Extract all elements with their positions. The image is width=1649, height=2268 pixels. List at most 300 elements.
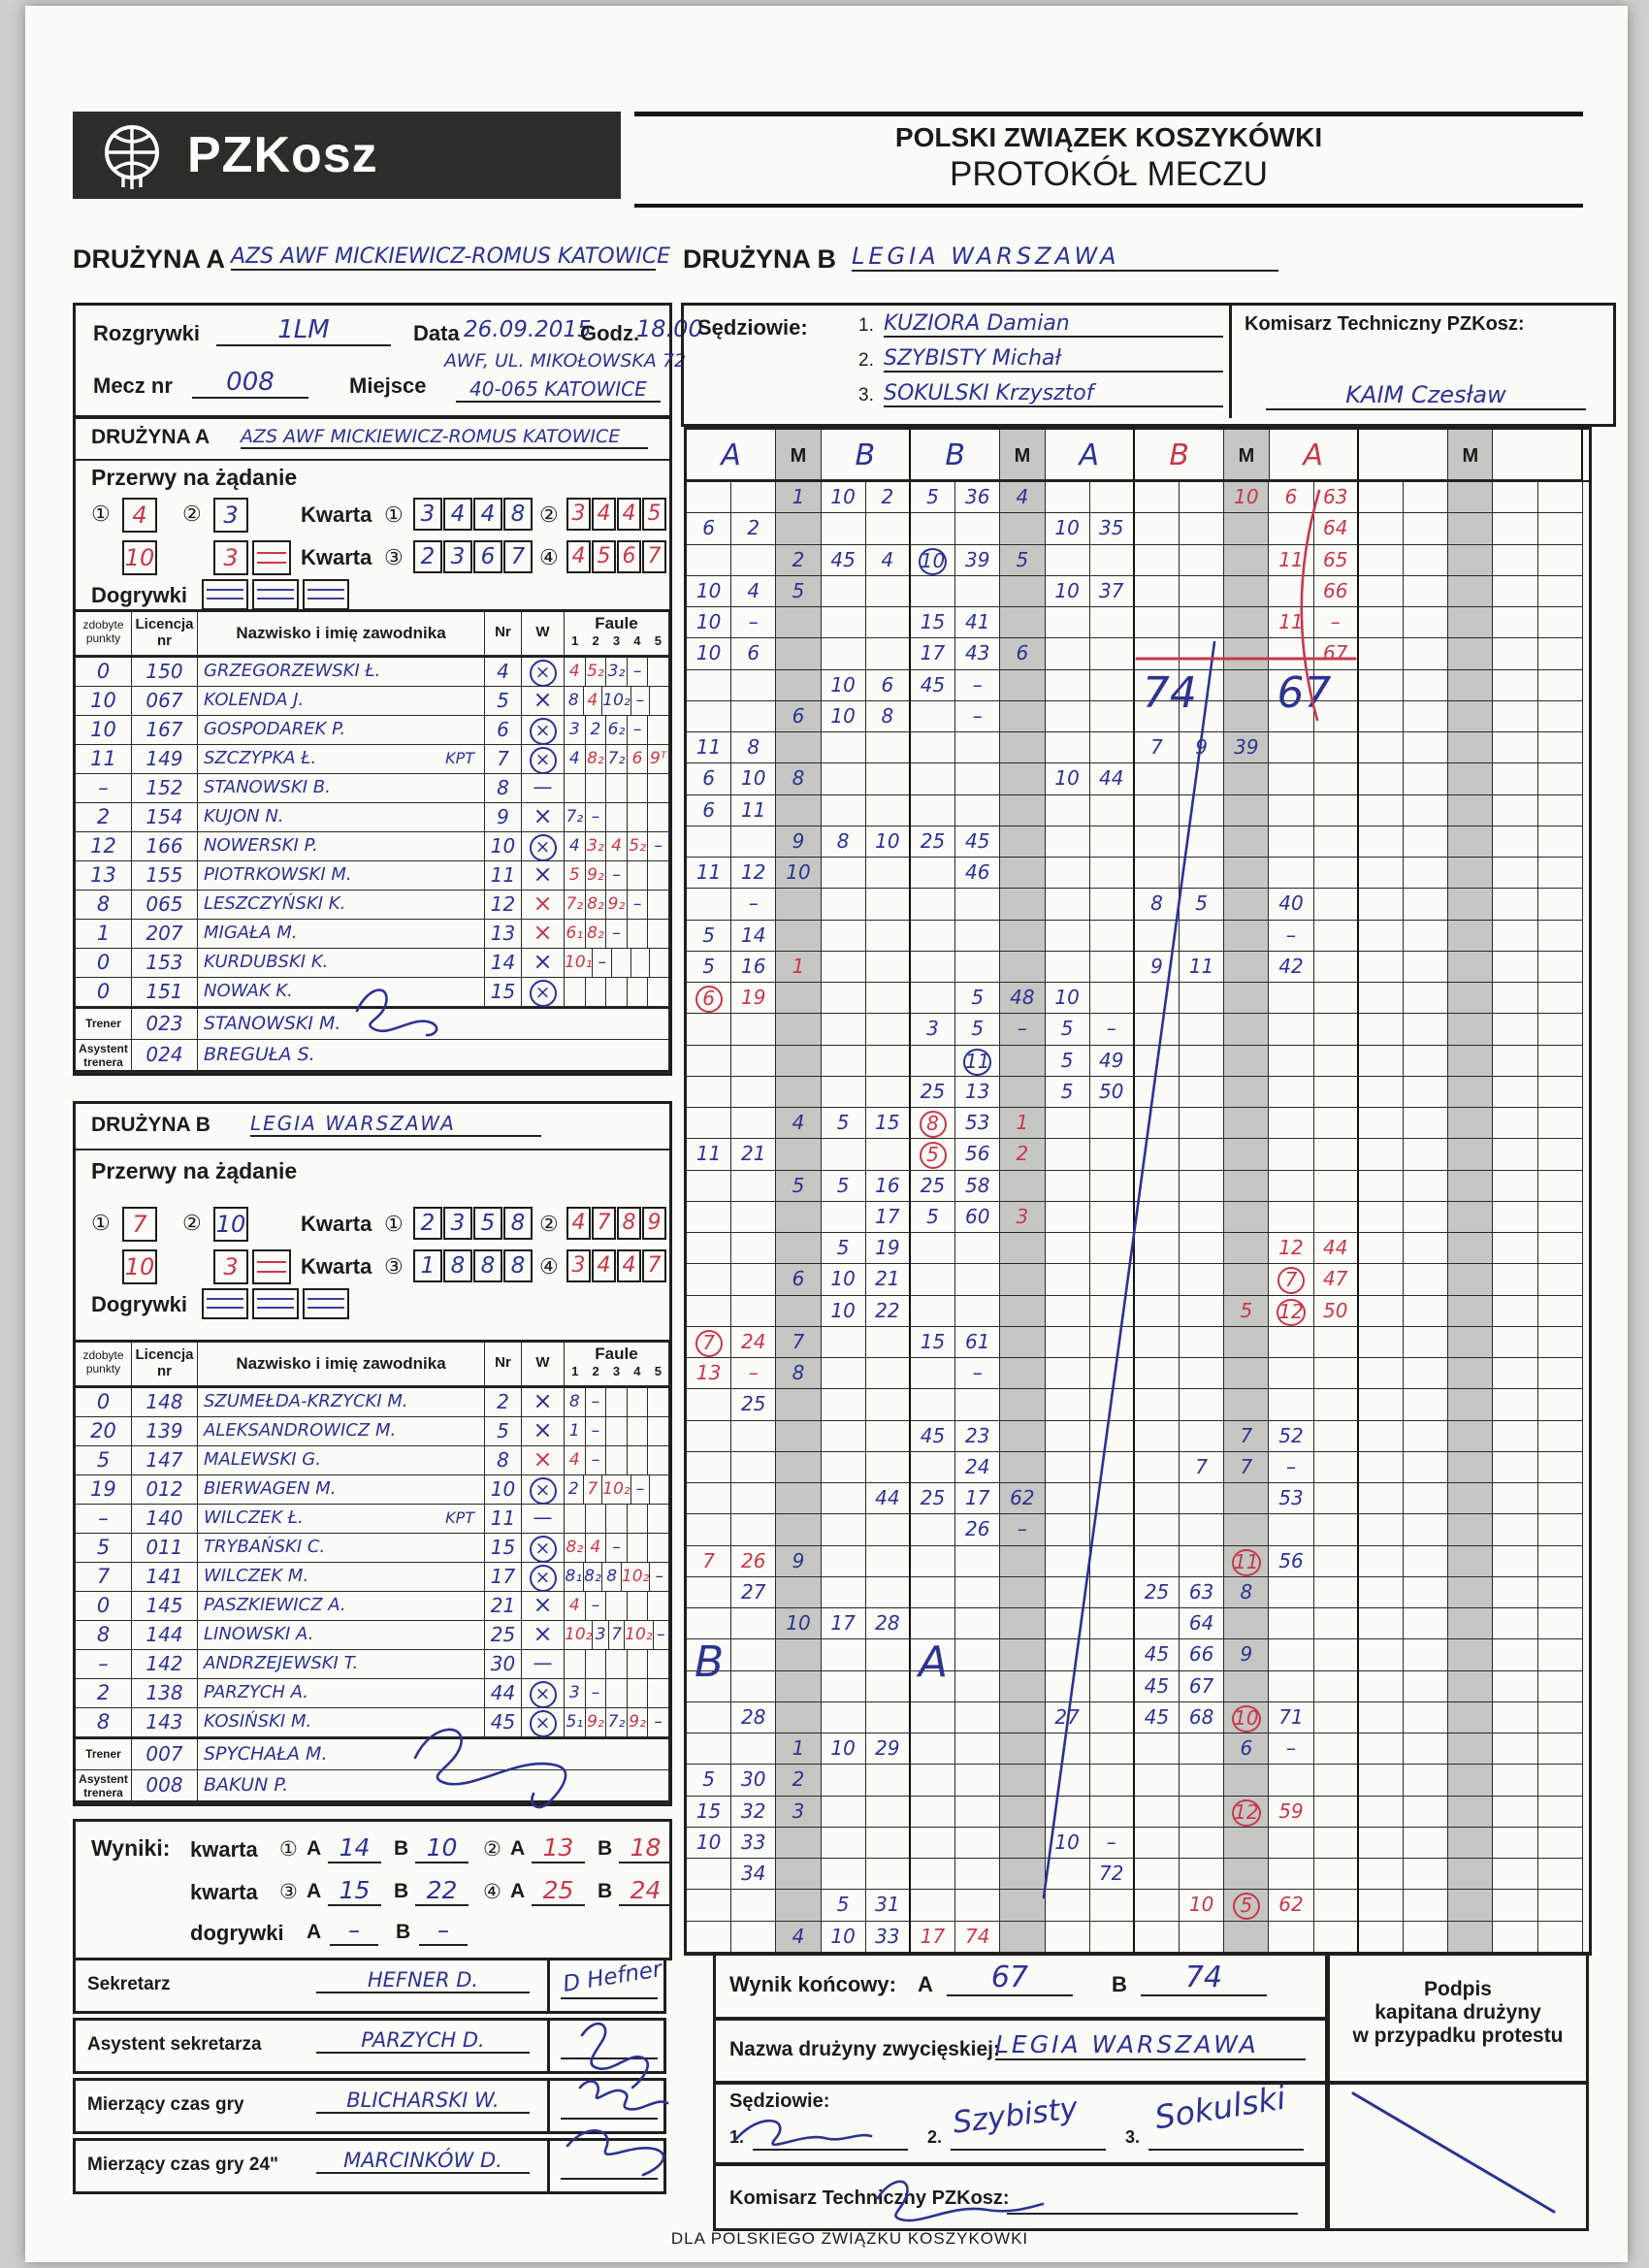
player-name — [198, 1563, 485, 1592]
score-entry: 5 — [836, 1236, 850, 1259]
foul-cell: 2 — [565, 1475, 584, 1505]
player-started-mark — [522, 1679, 565, 1708]
score-entry: 53 — [964, 1111, 990, 1134]
score-cell — [776, 1452, 821, 1483]
score-cell — [687, 1922, 731, 1953]
score-cell — [1269, 1828, 1313, 1859]
score-cell — [866, 1108, 911, 1139]
score-cell — [1404, 763, 1448, 794]
score-cell — [866, 701, 911, 732]
score-cell — [776, 1077, 821, 1108]
score-entry: – — [1017, 1017, 1027, 1041]
foul-cell: – — [628, 658, 649, 687]
score-cell — [1493, 1671, 1537, 1702]
score-entry: 43 — [964, 641, 990, 665]
circled-x-mark: × — [530, 1536, 557, 1563]
score-cell — [776, 1797, 821, 1828]
foul-cell — [648, 920, 669, 949]
foul-cell — [628, 1534, 649, 1563]
score-cell — [1359, 1139, 1404, 1170]
score-cell — [1404, 732, 1448, 763]
score-entry: 64 — [1322, 516, 1348, 540]
score-cell — [822, 670, 866, 701]
score-cell — [955, 1389, 1000, 1420]
score-cell — [1180, 858, 1224, 889]
kwarta-circ: ③ — [384, 545, 404, 569]
score-cell — [822, 576, 866, 607]
score-cell — [1090, 1046, 1135, 1077]
player-row — [76, 861, 669, 891]
score-grid-row — [687, 1922, 1589, 1953]
score-cell — [1493, 983, 1537, 1014]
score-cell — [866, 1296, 911, 1327]
score-entry: 9 — [1150, 954, 1163, 978]
score-cell — [1224, 576, 1269, 607]
player-started-mark — [522, 891, 565, 920]
player-points: 12 — [76, 832, 132, 861]
player-points: 11 — [76, 745, 132, 774]
kwarta-digit-box: 9 — [642, 1207, 666, 1240]
player-name — [198, 1505, 485, 1534]
score-cell — [1090, 1890, 1135, 1921]
kwarta-digit-box: 6 — [473, 540, 502, 573]
score-cell — [776, 1671, 821, 1702]
foul-cell — [606, 1679, 628, 1708]
score-cell — [1538, 1546, 1583, 1577]
t: Nr — [495, 1354, 511, 1371]
dogrywki-label: Dogrywki — [91, 1292, 188, 1316]
score-cell — [731, 1859, 776, 1890]
timeout-box: 3 — [213, 498, 248, 533]
score-cell — [1314, 1797, 1359, 1828]
score-cell — [911, 1637, 955, 1688]
score-cell — [776, 1702, 821, 1733]
score-cell — [955, 638, 1000, 669]
score-entry: 21 — [875, 1267, 900, 1291]
ref-num-3: 3. — [1125, 2127, 1141, 2147]
score-cell — [1359, 638, 1404, 669]
score-cell — [866, 1859, 911, 1890]
player-name-text: NOWAK K. — [204, 981, 293, 1001]
score-cell — [1448, 1327, 1493, 1358]
score-entry: 6 — [1240, 1736, 1253, 1760]
score-cell — [1224, 1358, 1269, 1389]
player-row — [76, 803, 669, 832]
ref-sig-line-3 — [1148, 2149, 1304, 2151]
score-cell — [822, 607, 866, 638]
score-cell — [776, 1389, 821, 1420]
score-cell — [822, 1327, 866, 1358]
score-cell — [1493, 1639, 1537, 1670]
score-cell — [1314, 1702, 1359, 1733]
score-cell — [1046, 1264, 1090, 1295]
score-cell — [776, 1139, 821, 1170]
score-cell — [1314, 545, 1359, 576]
score-grid-row — [687, 1296, 1589, 1327]
player-number: 10 — [485, 832, 522, 861]
score-cell — [1538, 1859, 1583, 1890]
score-cell — [1359, 1797, 1404, 1828]
team-a-panel-label: DRUŻYNA A — [91, 426, 210, 448]
player-name — [198, 920, 485, 949]
score-grid-row — [687, 858, 1589, 889]
score-entry: 2 — [792, 547, 805, 571]
score-entry: 7 — [1277, 1267, 1305, 1294]
score-cell — [1269, 667, 1332, 718]
ab-label: B — [394, 1880, 409, 1902]
score-cell — [1359, 1608, 1404, 1639]
score-cell — [866, 1765, 911, 1796]
signature-divider — [547, 2021, 550, 2071]
score-cell — [1359, 1014, 1404, 1045]
score-entry: 10 — [830, 1736, 856, 1760]
score-cell — [1180, 732, 1224, 763]
player-row — [76, 1563, 669, 1592]
komisarz-sig-label: Komisarz Techniczny PZKosz: — [729, 2187, 1010, 2209]
staff-name: BREGUŁA S. — [198, 1040, 669, 1073]
score-cell — [1538, 1890, 1583, 1921]
foul-cell — [586, 1650, 607, 1679]
player-name — [198, 1388, 485, 1417]
score-cell — [1359, 952, 1404, 983]
score-entry: 10 — [1054, 516, 1080, 540]
score-cell — [1359, 607, 1404, 638]
foul-cell: 4 — [584, 687, 603, 716]
ab-label: A — [510, 1880, 526, 1902]
score-cell — [1493, 1358, 1537, 1389]
score-cell — [1538, 732, 1583, 763]
score-cell — [687, 983, 731, 1014]
player-name-text: KUJON N. — [204, 806, 284, 826]
score-cell — [822, 1828, 866, 1859]
score-cell — [1314, 1421, 1359, 1452]
score-cell — [1359, 1922, 1404, 1953]
player-number: 15 — [485, 978, 522, 1007]
kwarta-digit-box: 1 — [413, 1249, 442, 1282]
foul-cell: 10₁ — [565, 949, 593, 978]
score-entry: 10 — [1054, 1830, 1080, 1854]
official-name: MARCINKÓW D. — [316, 2149, 530, 2174]
score-cell — [1493, 1233, 1537, 1264]
t: Licencja — [135, 1346, 194, 1363]
score-cell — [1538, 638, 1583, 669]
mecz-value: 008 — [192, 368, 308, 399]
score-cell — [822, 1890, 866, 1921]
score-cell — [1046, 1452, 1090, 1483]
score-cell — [1135, 983, 1180, 1014]
score-cell — [1493, 1483, 1537, 1514]
score-cell — [1359, 545, 1404, 576]
score-cell — [731, 1264, 776, 1295]
kwarta-digit-box: 7 — [503, 540, 533, 573]
score-entry: 16 — [741, 954, 766, 978]
player-name — [198, 1534, 485, 1563]
player-number: 30 — [485, 1650, 522, 1679]
timeout-box: 4 — [122, 498, 157, 533]
score-cell — [1135, 1358, 1180, 1389]
t: W — [535, 624, 550, 640]
score-grid-row — [687, 1046, 1589, 1077]
score-entry: 5 — [920, 1142, 947, 1169]
score-cell — [866, 1671, 911, 1702]
score-cell — [1090, 1202, 1135, 1233]
player-started-mark — [522, 1388, 565, 1417]
score-entry: 27 — [1054, 1704, 1080, 1729]
protest-signature-area — [1327, 2082, 1589, 2231]
foul-cell: – — [586, 1592, 607, 1621]
score-cell — [1000, 763, 1045, 794]
player-points: 7 — [76, 1563, 132, 1592]
score-cell — [1359, 1452, 1404, 1483]
score-cell — [731, 1797, 776, 1828]
score-cell — [911, 1202, 955, 1233]
score-grid-row — [687, 1702, 1589, 1733]
player-licence: 152 — [132, 774, 198, 803]
score-cell — [687, 607, 731, 638]
player-number: 6 — [485, 716, 522, 745]
final-a-value: 67 — [947, 1960, 1073, 1996]
player-name-text: WILCZEK Ł. — [204, 1507, 304, 1528]
col-header-licencja — [132, 612, 198, 656]
score-cell — [1000, 858, 1045, 889]
player-points: 8 — [76, 1708, 132, 1737]
foul-cell: 8₂ — [586, 745, 607, 774]
score-cell — [776, 1765, 821, 1796]
score-entry: 10 — [1054, 986, 1080, 1009]
score-entry: 66 — [1188, 1642, 1214, 1667]
score-entry: 10 — [1188, 1893, 1214, 1917]
kwarta-digit-box: 7 — [592, 1207, 616, 1240]
godz-label: Godz. — [580, 321, 640, 345]
score-cell — [866, 921, 911, 952]
staff-row — [76, 1007, 669, 1040]
score-entry: 10 — [1054, 766, 1080, 791]
official-row — [73, 2078, 666, 2134]
score-cell — [1000, 1765, 1045, 1796]
score-entry: 11 — [695, 1142, 722, 1166]
t: Nazwisko i imię zawodnika — [236, 1354, 446, 1373]
score-cell — [1448, 701, 1493, 732]
score-cell — [1000, 1514, 1045, 1545]
player-name-text: PARZYCH A. — [204, 1682, 308, 1702]
foul-col-number: 4 — [633, 1364, 641, 1378]
score-cell — [1090, 1702, 1135, 1733]
score-cell — [1493, 1922, 1537, 1953]
foul-cell — [565, 978, 586, 1007]
referees-box — [681, 303, 1616, 427]
score-entry: 6 — [702, 516, 715, 540]
score-entry: 5 — [1233, 1893, 1260, 1920]
score-entry: 48 — [1010, 986, 1035, 1009]
kwarta-digit-box: 4 — [617, 498, 641, 531]
score-cell — [776, 1859, 821, 1890]
score-entry: 45 — [920, 1423, 946, 1447]
foul-cell — [648, 1446, 669, 1475]
score-entry: 6 — [1284, 485, 1298, 508]
score-cell — [1314, 1733, 1359, 1765]
t: trenera — [83, 1786, 123, 1799]
score-grid-row — [687, 513, 1589, 544]
score-cell — [1404, 1514, 1448, 1545]
player-started-mark — [522, 1417, 565, 1446]
score-cell — [776, 1296, 821, 1327]
player-points: 0 — [76, 949, 132, 978]
score-cell — [1448, 889, 1493, 920]
score-cell — [955, 1702, 1000, 1733]
score-cell — [1180, 1639, 1224, 1670]
score-cell — [955, 1546, 1000, 1577]
dogrywka-b: – — [419, 1917, 468, 1946]
player-number: 11 — [485, 861, 522, 891]
score-cell — [1135, 921, 1180, 952]
score-cell — [955, 1922, 1000, 1953]
score-cell — [1404, 921, 1448, 952]
score-cell — [955, 921, 1000, 952]
foul-cell: 8 — [565, 1388, 586, 1417]
score-cell — [1046, 889, 1090, 920]
quarter-circ: ④ — [483, 1881, 501, 1903]
score-cell — [776, 921, 821, 952]
team-b-name: LEGIA WARSZAWA — [852, 243, 1278, 272]
footer-text: DLA POLSKIEGO ZWIĄZKU KOSZYKÓWKI — [670, 2229, 1029, 2248]
timeout-marker-1: ① — [91, 502, 111, 526]
foul-cell — [648, 1592, 669, 1621]
score-cell — [822, 826, 866, 858]
score-cell — [1359, 763, 1404, 794]
score-cell — [1135, 1077, 1180, 1108]
score-cell — [1224, 1671, 1269, 1702]
score-cell — [822, 545, 866, 576]
score-entry: 10 — [786, 860, 811, 884]
score-cell — [955, 1421, 1000, 1452]
score-cell — [1180, 826, 1224, 858]
score-cell — [1090, 1108, 1135, 1139]
score-entry: 67 — [1188, 1673, 1214, 1698]
score-cell — [1090, 1358, 1135, 1389]
col-header-w — [522, 1343, 565, 1386]
score-cell — [1538, 1389, 1583, 1420]
score-cell — [1404, 1702, 1448, 1733]
score-cell — [1224, 1139, 1269, 1170]
score-cell — [955, 513, 1000, 544]
foul-cell — [648, 861, 669, 891]
score-cell — [687, 482, 731, 513]
score-cell — [1090, 1671, 1135, 1702]
score-cell — [1000, 545, 1045, 576]
score-cell — [1000, 1702, 1045, 1733]
quarter-score-b: 24 — [619, 1876, 672, 1906]
official-name: HEFNER D. — [316, 1968, 530, 1993]
signature-divider — [547, 2081, 550, 2131]
score-cell — [1269, 732, 1313, 763]
score-cell — [1046, 1483, 1090, 1514]
secretary-signature: D Hefner — [561, 1957, 664, 1997]
score-cell — [1448, 1702, 1493, 1733]
score-cell — [731, 607, 776, 638]
official-label: Mierzący czas gry 24" — [87, 2155, 279, 2175]
foul-cell — [650, 687, 669, 716]
foul-cell: – — [631, 687, 651, 716]
score-cell — [822, 1922, 866, 1953]
score-cell — [1135, 482, 1180, 513]
score-cell — [1180, 1014, 1224, 1045]
score-cell — [776, 826, 821, 858]
miejsce-line2: 40-065 KATOWICE — [456, 377, 661, 403]
score-entry: 3 — [792, 1798, 805, 1823]
score-cell — [1046, 952, 1090, 983]
player-number: 17 — [485, 1563, 522, 1592]
score-cell — [1090, 1922, 1135, 1953]
score-cell — [1180, 1077, 1224, 1108]
referee-line — [858, 379, 1227, 412]
score-cell — [1448, 1233, 1493, 1264]
score-entry: 10 — [830, 1267, 856, 1291]
doc-title: PROTOKÓŁ MECZU — [949, 155, 1268, 193]
score-entry: – — [1017, 1517, 1027, 1541]
score-cell — [1359, 670, 1404, 701]
score-cell — [1180, 952, 1224, 983]
player-row — [76, 745, 669, 774]
score-cell — [1448, 1922, 1493, 1953]
player-name — [198, 861, 485, 891]
score-cell — [1000, 1671, 1045, 1702]
score-cell — [822, 1139, 866, 1170]
score-cell — [866, 1702, 911, 1733]
score-grid-row — [687, 1733, 1589, 1765]
player-points: – — [76, 1505, 132, 1534]
score-cell — [1538, 763, 1583, 794]
score-cell — [1538, 921, 1583, 952]
score-cell — [731, 795, 776, 826]
score-entry: 47 — [1322, 1267, 1348, 1291]
score-cell — [1404, 983, 1448, 1014]
score-cell — [1000, 1828, 1045, 1859]
score-entry: 13 — [695, 1361, 722, 1384]
score-cell — [955, 952, 1000, 983]
score-cell — [1135, 1608, 1180, 1639]
timeout-box: 10 — [122, 1249, 157, 1284]
player-points: – — [76, 774, 132, 803]
score-entry: 8 — [747, 735, 760, 759]
score-cell — [776, 1733, 821, 1765]
score-cell — [866, 1421, 911, 1452]
score-cell — [1493, 1890, 1537, 1921]
score-cell — [1538, 482, 1583, 513]
kwarta-word: kwarta — [190, 1880, 258, 1904]
quarter-circ: ① — [279, 1838, 298, 1861]
player-name — [198, 658, 485, 687]
score-cell — [776, 1421, 821, 1452]
score-entry: 5 — [1060, 1048, 1074, 1072]
score-cell — [731, 1296, 776, 1327]
score-cell — [1269, 638, 1313, 669]
score-entry: 17 — [920, 641, 946, 665]
score-cell — [1135, 545, 1180, 576]
score-cell — [687, 858, 731, 889]
referee-number: 2. — [858, 350, 874, 371]
foul-cell: 5₁ — [565, 1708, 586, 1737]
foul-cell — [586, 978, 607, 1007]
score-cell — [1180, 1108, 1224, 1139]
score-entry: 28 — [741, 1704, 766, 1729]
foul-cell — [628, 861, 649, 891]
col-header-name — [198, 612, 485, 656]
score-entry: 42 — [1278, 954, 1304, 978]
score-cell — [1090, 1639, 1135, 1670]
dogrywka-a: – — [330, 1917, 378, 1946]
player-started-mark — [522, 803, 565, 832]
score-grid-row — [687, 1671, 1589, 1702]
